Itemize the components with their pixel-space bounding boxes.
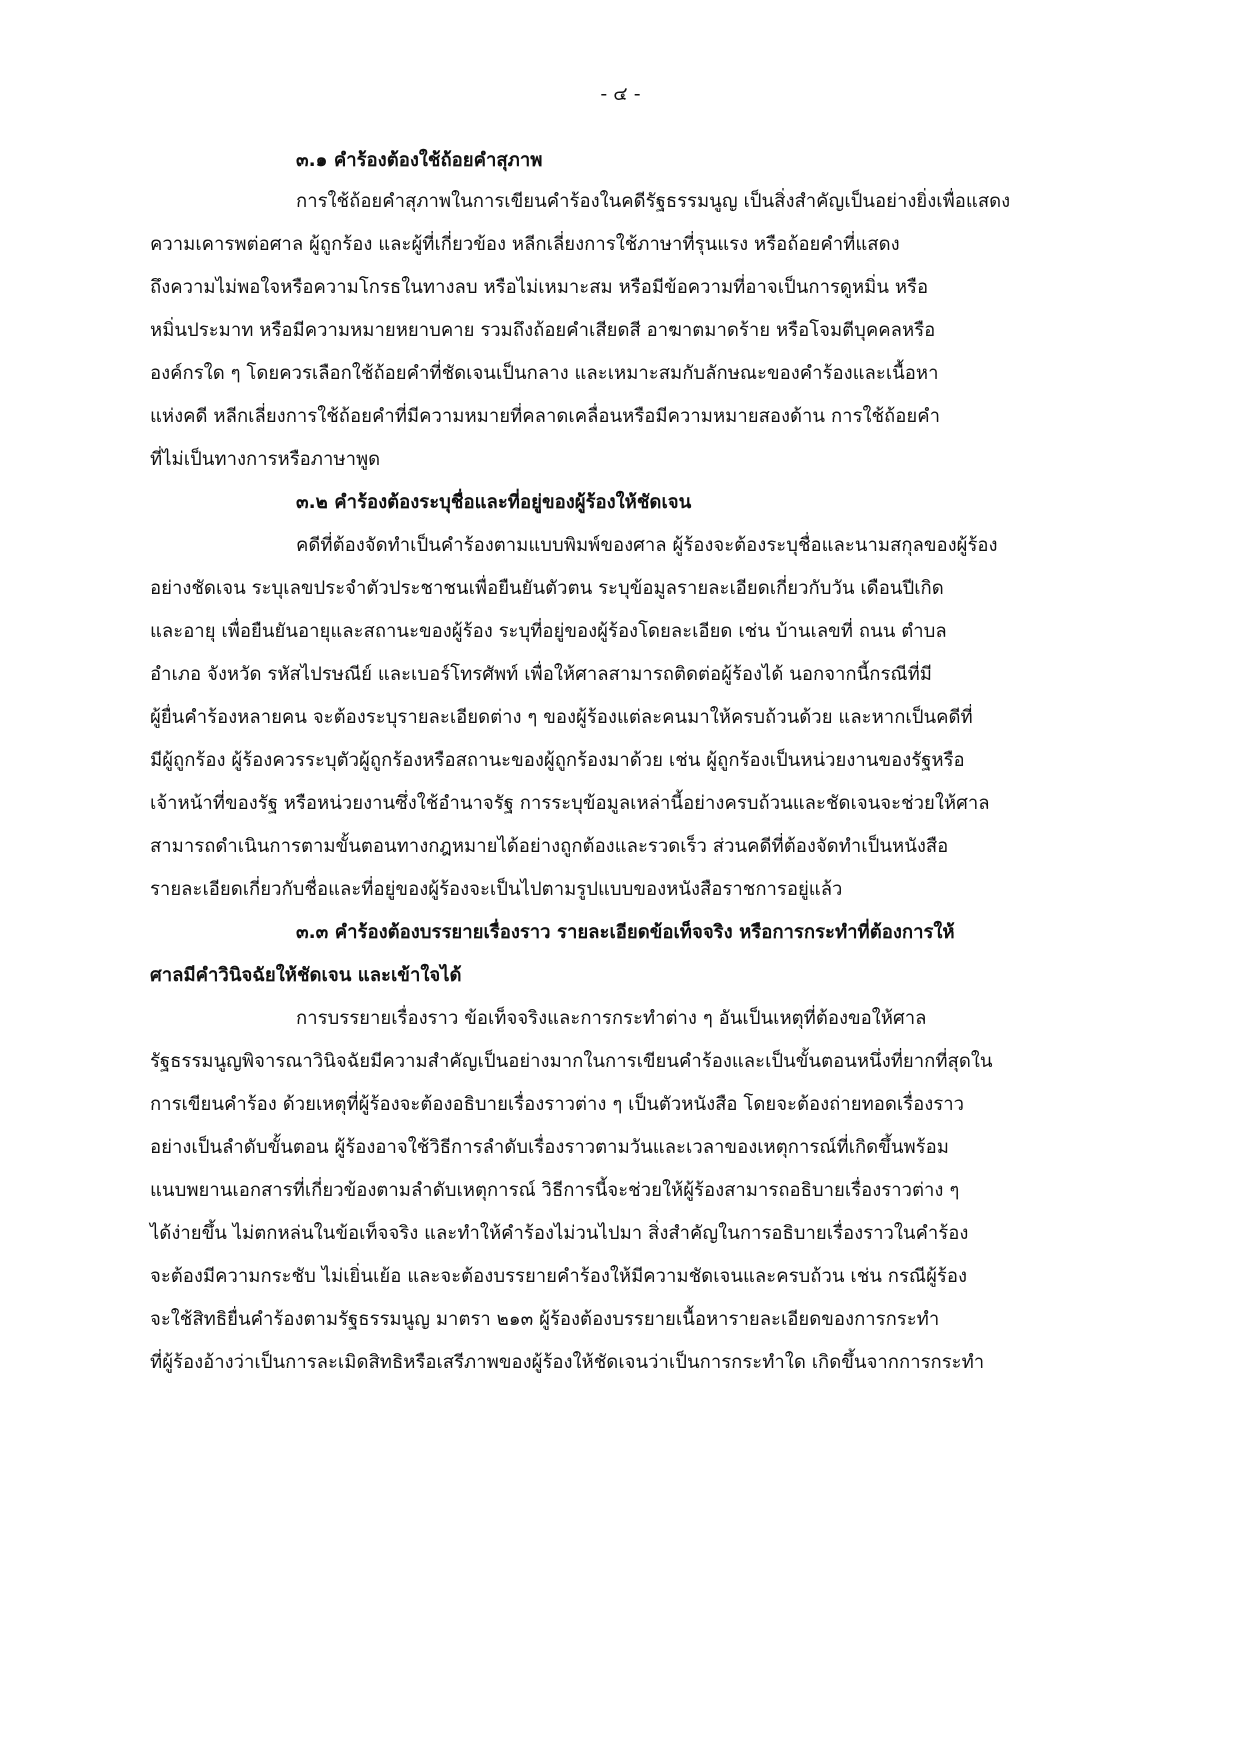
paragraph-line: แนบพยานเอกสารที่เกี่ยวข้องตามลำดับเหตุการณ์ วิธีการนี้จะช่วยให้ผู้ร้องสามารถอธิบายเรื่องราวต่าง ๆ — [150, 1180, 960, 1201]
paragraph-line: ได้ง่ายขึ้น ไม่ตกหล่นในข้อเท็จจริง และทำให้คำร้องไม่วนไปมา สิ่งสำคัญในการอธิบายเรื่องราวในคำร้อง — [150, 1223, 969, 1244]
section-heading: ๓.๒ คำร้องต้องระบุชื่อและที่อยู่ของผู้ร้องให้ชัดเจน — [296, 492, 692, 513]
paragraph-line: สามารถดำเนินการตามขั้นตอนทางกฎหมายได้อย่างถูกต้องและรวดเร็ว ส่วนคดีที่ต้องจัดทำเป็นหนังสือ — [150, 836, 949, 857]
paragraph-line: องค์กรใด ๆ โดยควรเลือกใช้ถ้อยคำที่ชัดเจนเป็นกลาง และเหมาะสมกับลักษณะของคำร้องและเนื้อหา — [150, 363, 939, 384]
paragraph-line: รายละเอียดเกี่ยวกับชื่อและที่อยู่ของผู้ร้องจะเป็นไปตามรูปแบบของหนังสือราชการอยู่แล้ว — [150, 879, 843, 900]
paragraph-line: จะใช้สิทธิยื่นคำร้องตามรัฐธรรมนูญ มาตรา ๒๑๓ ผู้ร้องต้องบรรยายเนื้อหารายละเอียดของการกระทำ — [150, 1309, 940, 1330]
paragraph-line: ที่ผู้ร้องอ้างว่าเป็นการละเมิดสิทธิหรือเสรีภาพของผู้ร้องให้ชัดเจนว่าเป็นการกระทำใด เกิดขึ้นจากการกระทำ — [150, 1352, 985, 1373]
paragraph-line: จะต้องมีความกระชับ ไม่เยิ่นเย้อ และจะต้องบรรยายคำร้องให้มีความชัดเจนและครบถ้วน เช่น กรณีผู้ร้อง — [150, 1266, 967, 1287]
page-number: - ๔ - — [600, 83, 641, 105]
paragraph-line: ที่ไม่เป็นทางการหรือภาษาพูด — [150, 449, 381, 470]
paragraph-line: ผู้ยื่นคำร้องหลายคน จะต้องระบุรายละเอียดต่าง ๆ ของผู้ร้องแต่ละคนมาให้ครบถ้วนด้วย และหากเป็นคดีที่ — [150, 707, 973, 728]
section-heading-continued: ศาลมีคำวินิจฉัยให้ชัดเจน และเข้าใจได้ — [150, 965, 462, 986]
section-heading: ๓.๓ คำร้องต้องบรรยายเรื่องราว รายละเอียดข้อเท็จจริง หรือการกระทำที่ต้องการให้ — [296, 922, 955, 943]
paragraph-line: การใช้ถ้อยคำสุภาพในการเขียนคำร้องในคดีรัฐธรรมนูญ เป็นสิ่งสำคัญเป็นอย่างยิ่งเพื่อแสดง — [296, 191, 1011, 212]
paragraph-line: เจ้าหน้าที่ของรัฐ หรือหน่วยงานซึ่งใช้อำนาจรัฐ การระบุข้อมูลเหล่านี้อย่างครบถ้วนและชัดเจนจะช่วยให้ศาล — [150, 793, 990, 814]
paragraph-line: การบรรยายเรื่องราว ข้อเท็จจริงและการกระทำต่าง ๆ อันเป็นเหตุที่ต้องขอให้ศาล — [296, 1008, 927, 1029]
paragraph-line: ถึงความไม่พอใจหรือความโกรธในทางลบ หรือไม่เหมาะสม หรือมีข้อความที่อาจเป็นการดูหมิ่น หรือ — [150, 277, 929, 298]
paragraph-line: คดีที่ต้องจัดทำเป็นคำร้องตามแบบพิมพ์ของศาล ผู้ร้องจะต้องระบุชื่อและนามสกุลของผู้ร้อง — [296, 535, 998, 556]
paragraph-line: อำเภอ จังหวัด รหัสไปรษณีย์ และเบอร์โทรศัพท์ เพื่อให้ศาลสามารถติดต่อผู้ร้องได้ นอกจากนี้กรณีที่มี — [150, 664, 932, 685]
paragraph-line: หมิ่นประมาท หรือมีความหมายหยาบคาย รวมถึงถ้อยคำเสียดสี อาฆาตมาดร้าย หรือโจมตีบุคคลหรือ — [150, 320, 936, 341]
paragraph-line: อย่างชัดเจน ระบุเลขประจำตัวประชาชนเพื่อยืนยันตัวตน ระบุข้อมูลรายละเอียดเกี่ยวกับวัน เดือนปีเกิด — [150, 578, 944, 599]
paragraph-line: แห่งคดี หลีกเลี่ยงการใช้ถ้อยคำที่มีความหมายที่คลาดเคลื่อนหรือมีความหมายสองด้าน การใช้ถ้อยคำ — [150, 406, 940, 427]
section-heading: ๓.๑ คำร้องต้องใช้ถ้อยคำสุภาพ — [296, 150, 543, 171]
paragraph-line: การเขียนคำร้อง ด้วยเหตุที่ผู้ร้องจะต้องอธิบายเรื่องราวต่าง ๆ เป็นตัวหนังสือ โดยจะต้องถ่ายทอดเรื่องราว — [150, 1094, 965, 1115]
paragraph-line: รัฐธรรมนูญพิจารณาวินิจฉัยมีความสำคัญเป็นอย่างมากในการเขียนคำร้องและเป็นขั้นตอนหนึ่งที่ยากที่สุดใน — [150, 1051, 993, 1072]
paragraph-line: ความเคารพต่อศาล ผู้ถูกร้อง และผู้ที่เกี่ยวข้อง หลีกเลี่ยงการใช้ภาษาที่รุนแรง หรือถ้อยคำที่แสดง — [150, 234, 900, 255]
paragraph-line: มีผู้ถูกร้อง ผู้ร้องควรระบุตัวผู้ถูกร้องหรือสถานะของผู้ถูกร้องมาด้วย เช่น ผู้ถูกร้องเป็นหน่วยงานของรัฐหรือ — [150, 750, 965, 771]
paragraph-line: อย่างเป็นลำดับขั้นตอน ผู้ร้องอาจใช้วิธีการลำดับเรื่องราวตามวันและเวลาของเหตุการณ์ที่เกิดขึ้นพร้อม — [150, 1137, 949, 1158]
paragraph-line: และอายุ เพื่อยืนยันอายุและสถานะของผู้ร้อง ระบุที่อยู่ของผู้ร้องโดยละเอียด เช่น บ้านเลขที่ ถนน ตำบล — [150, 621, 947, 642]
